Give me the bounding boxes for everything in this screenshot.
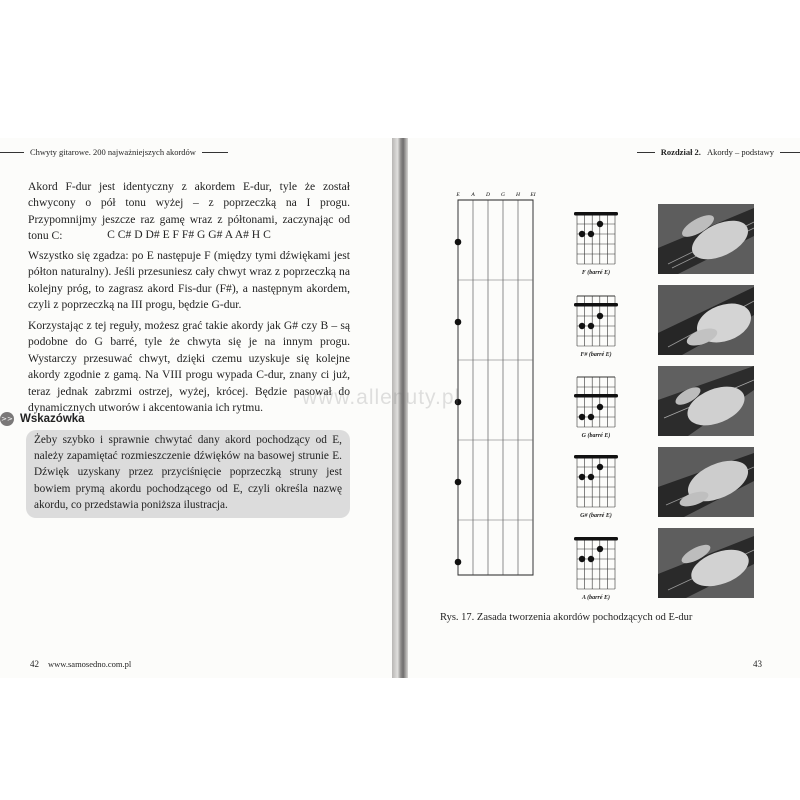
string-label: A — [471, 192, 475, 198]
chord-diagram-f-sharp — [573, 288, 623, 362]
chord-diagram-g — [573, 369, 623, 443]
barre-bar — [574, 212, 618, 216]
finger-dot — [579, 414, 585, 420]
finger-dot — [579, 231, 585, 237]
tip-box — [26, 430, 350, 518]
string-label: EI — [530, 192, 536, 198]
chromatic-scale: C C# D D# E F F# G G# A A# H C — [107, 228, 271, 241]
barre-bar — [574, 303, 618, 307]
finger-dot — [588, 231, 594, 237]
finger-dot — [588, 323, 594, 329]
running-head-right — [637, 147, 800, 157]
running-head-title: Chwyty gitarowe. 200 najważniejszych akordów — [30, 147, 196, 157]
barre-bar — [574, 455, 618, 459]
finger-dot — [597, 464, 603, 470]
fretboard-outline — [458, 200, 533, 575]
footer-url: www.samosedno.com.pl — [48, 659, 132, 669]
string-label: G — [501, 192, 505, 198]
figure-caption: Rys. 17. Zasada tworzenia akordów pochodzących od E-dur — [440, 612, 693, 623]
note-dot — [455, 479, 462, 486]
chord-label-g-sharp: G# (barré E) — [580, 513, 612, 519]
hand-photo-5 — [658, 528, 754, 598]
chord-label-f: F (barré E) — [581, 270, 611, 276]
watermark: www.allenuty.pl — [302, 386, 461, 409]
tip-header — [0, 412, 85, 426]
string-label: E — [456, 192, 460, 198]
finger-dot — [597, 546, 603, 552]
chord-label-a: A (barré E) — [581, 595, 610, 601]
double-chevron-icon: >> — [0, 412, 14, 426]
finger-dot — [579, 556, 585, 562]
right-page — [408, 138, 800, 678]
finger-dot — [597, 313, 603, 319]
page-number-right: 43 — [753, 659, 762, 669]
string-label: H — [516, 192, 520, 198]
chord-label-f-sharp: F# (barré E) — [580, 352, 612, 358]
finger-dot — [597, 221, 603, 227]
chord-diagram-a — [573, 531, 623, 605]
hand-photo-2 — [658, 285, 754, 355]
note-dot — [455, 559, 462, 566]
barre-bar — [574, 537, 618, 541]
finger-dot — [597, 404, 603, 410]
note-dot — [455, 319, 462, 326]
finger-dot — [579, 323, 585, 329]
string-label: D — [486, 192, 490, 198]
finger-dot — [579, 474, 585, 480]
finger-dot — [588, 474, 594, 480]
hand-photo-4 — [658, 447, 754, 517]
finger-dot — [588, 556, 594, 562]
fretboard-diagram — [448, 188, 548, 578]
note-dot — [455, 239, 462, 246]
finger-dot — [588, 414, 594, 420]
running-head-left — [0, 147, 228, 157]
hand-photo-1 — [658, 204, 754, 274]
chord-diagram-g-sharp — [573, 449, 623, 523]
tip-title: Wskazówka — [20, 413, 85, 425]
barre-bar — [574, 394, 618, 398]
paragraph-2: Wszystko się zgadza: po E następuje F (między tymi dźwiękami jest półton naturalny). Jeśli przesuniesz cały chwyt wraz z poprzeczką na kolejny próg, to zagrasz akord Fis-dur (F#), a następnym akordem, czyli z poprzeczką na III progu, będzie G-dur. — [28, 249, 350, 312]
chapter-title: Akordy – podstawy — [706, 147, 774, 157]
chapter-number: Rozdział 2. — [660, 147, 701, 157]
paragraph-1: Akord F-dur jest identyczny z akordem E-dur, tyle że został chwycony o pół tonu wyżej – z poprzeczką na I progu. Przypomnijmy jeszcze raz gamę wraz z półtonami, zaczynając od tonu C: — [28, 180, 350, 243]
page-number-left: 42 — [30, 659, 39, 669]
tip-text: Żeby szybko i sprawnie chwytać dany akord pochodzący od E, należy zapamiętać rozmieszczenie dźwięków na basowej strunie E. Dźwięk uzyskany przez przyciśnięcie poprzeczką struny jest bowiem prymą akordu pochodzącego od E, czyli określa nazwę akordu, co przedstawia poniższa ilustracja. — [34, 434, 342, 511]
chord-diagram-f — [573, 206, 623, 280]
paragraph-3: Korzystając z tej reguły, możesz grać takie akordy jak G# czy B – są podobne do G barré, tyle że chwyta się je na innym progu. Wystarczy przesuwać chwyt, dzięki czemu uzyskuje się kolejne akordy zgodnie z gamą. Na VIII progu wypada C-dur, znany ci już, teraz jednak zabrzmi ostrzej, wyżej, krócej. Będzie pasował do dynamicznych utworów i akcentowania ich rytmu. — [28, 319, 350, 415]
hand-photo-3 — [658, 366, 754, 436]
chord-label-g: G (barré E) — [581, 433, 611, 439]
